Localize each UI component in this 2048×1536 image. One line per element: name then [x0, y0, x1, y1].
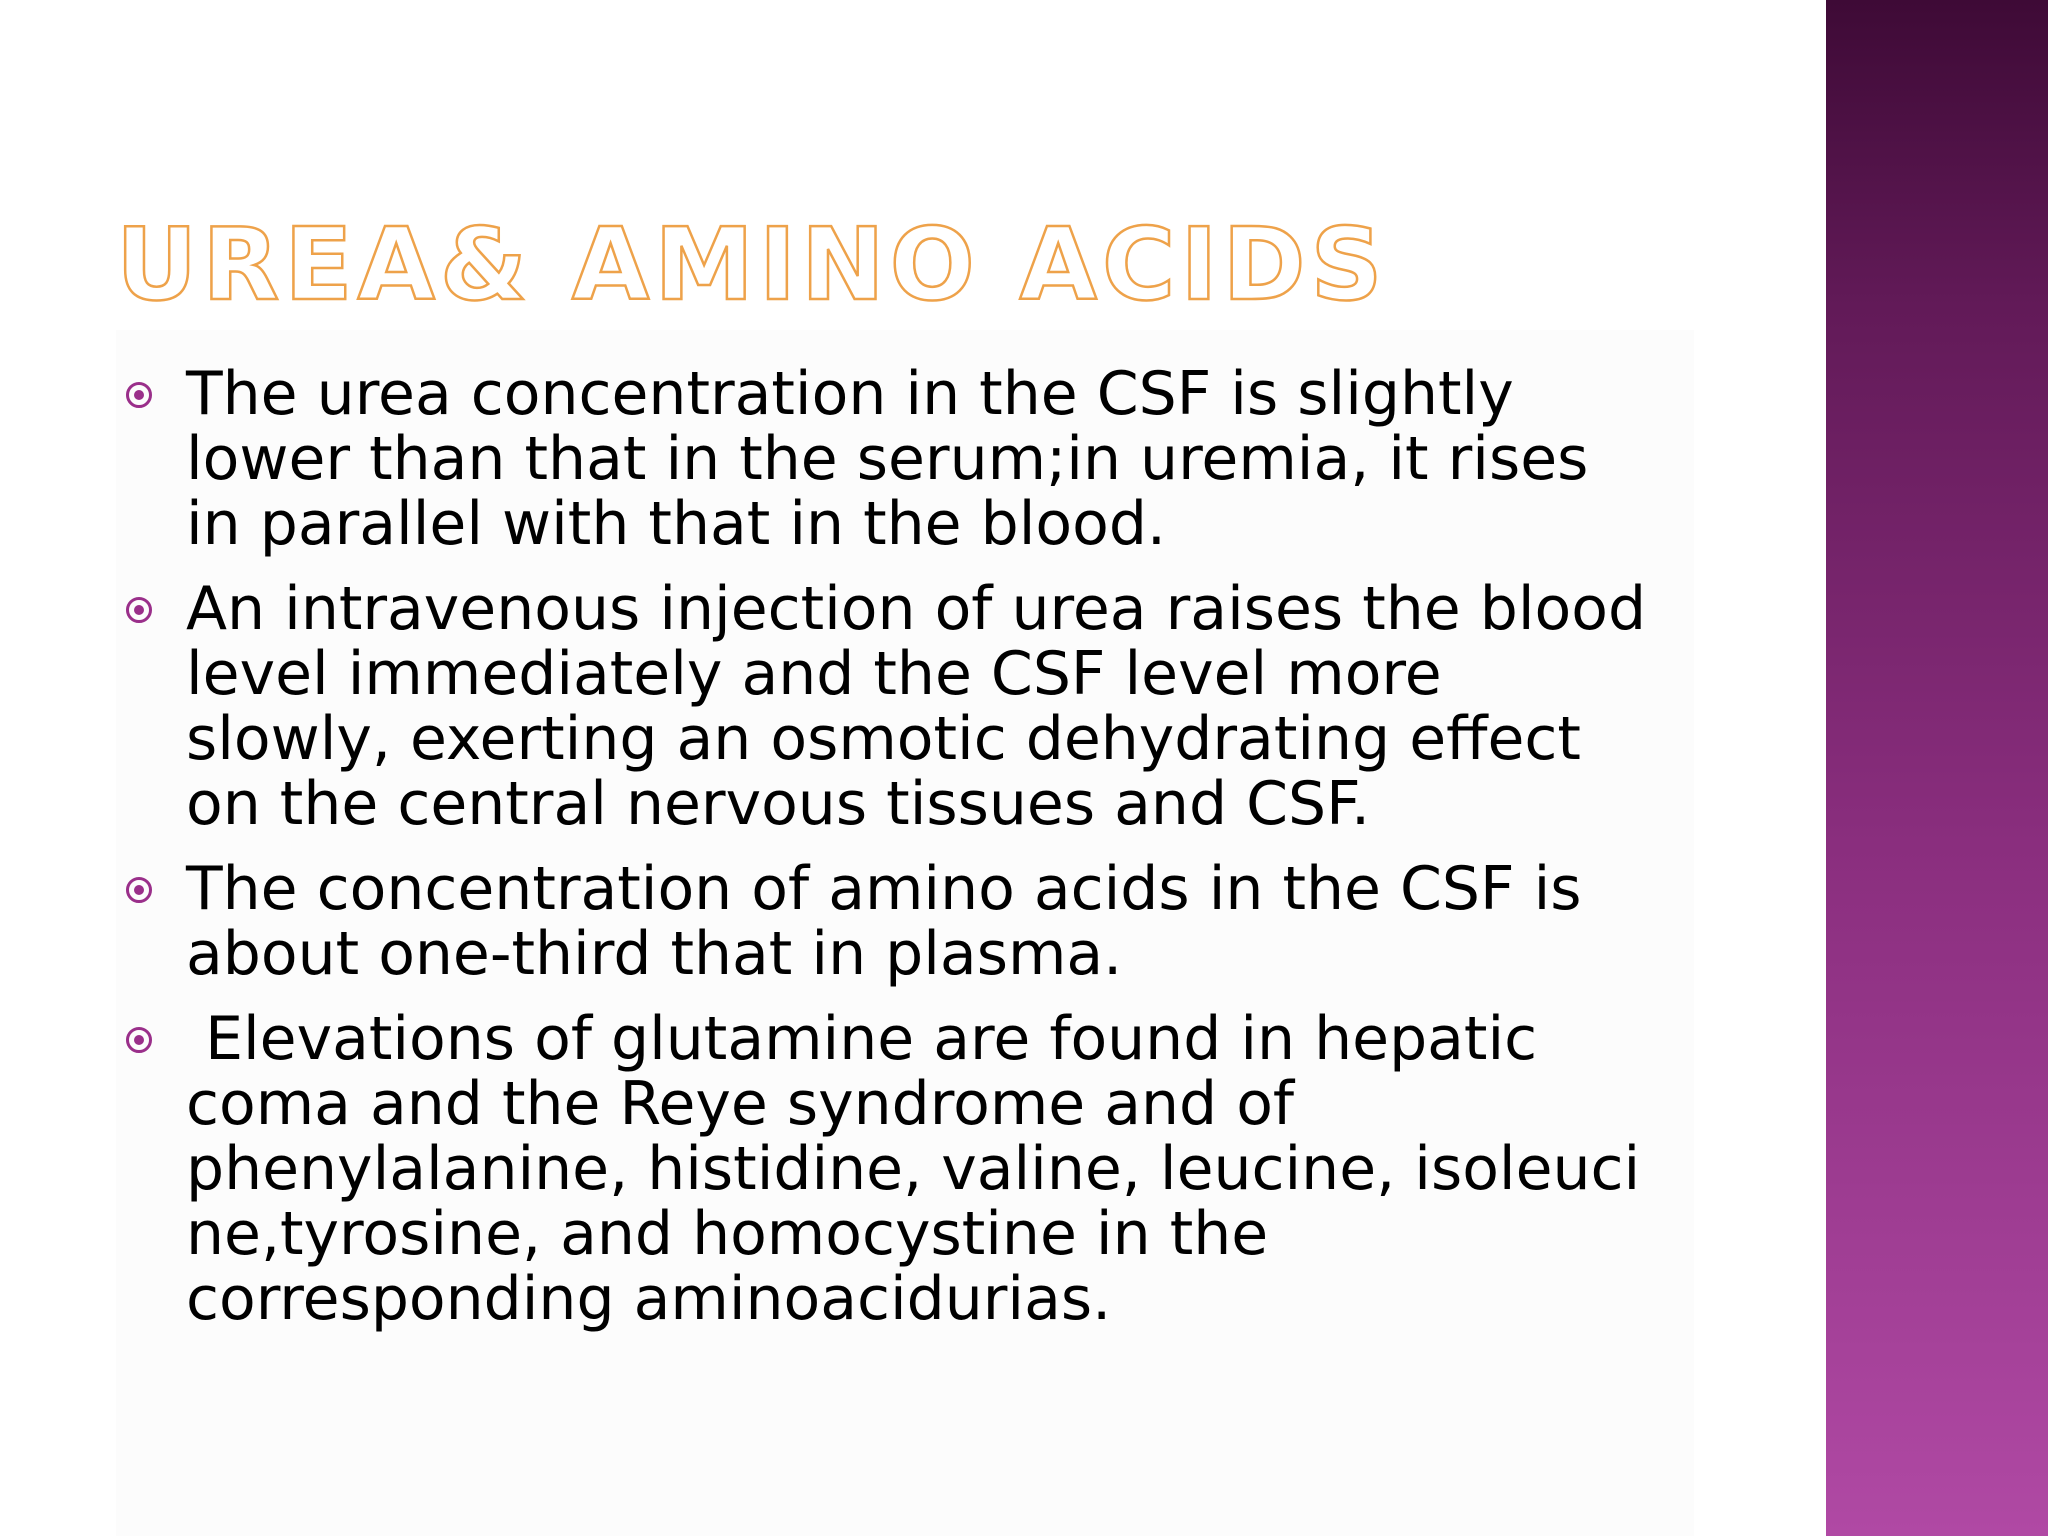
circled-dot-bullet-icon: [126, 597, 152, 623]
circled-dot-bullet-icon: [126, 1027, 152, 1053]
bullet-item-4: [116, 1004, 1706, 1334]
bullet-4-line-2: coma and the Reye syndrome and of: [186, 1069, 1295, 1139]
bullet-3-line-2: about one-third that in plasma.: [186, 919, 1123, 989]
bullet-list: [116, 359, 1706, 1352]
bullet-4-line-4: ne,tyrosine, and homocystine in the: [186, 1199, 1269, 1269]
decorative-side-band: [1826, 0, 2048, 1536]
bullet-2-line-4: on the central nervous tissues and CSF.: [186, 769, 1371, 839]
circled-dot-bullet-icon: [126, 877, 152, 903]
bullet-2-line-2: level immediately and the CSF level more: [186, 639, 1442, 709]
bullet-4-line-5: corresponding aminoacidurias.: [186, 1264, 1112, 1334]
bullet-3-line-1: The concentration of amino acids in the CSF is: [186, 854, 1582, 924]
bullet-item-2: [116, 574, 1706, 839]
bullet-4-line-1: Elevations of glutamine are found in hepatic: [186, 1004, 1538, 1074]
slide-title: UREA& AMINO ACIDS: [116, 206, 1388, 323]
bullet-item-3: [116, 854, 1706, 989]
bullet-4-line-3: phenylalanine, histidine, valine, leucine, isoleuci: [186, 1134, 1641, 1204]
bullet-1-line-1: The urea concentration in the CSF is slightly: [186, 359, 1514, 429]
circled-dot-bullet-icon: [126, 382, 152, 408]
bullet-1-line-2: lower than that in the serum;in uremia, it rises: [186, 424, 1589, 494]
bullet-1-line-3: in parallel with that in the blood.: [186, 489, 1166, 559]
bullet-2-line-1: An intravenous injection of urea raises the blood: [186, 574, 1647, 644]
bullet-item-1: [116, 359, 1706, 559]
bullet-2-line-3: slowly, exerting an osmotic dehydrating effect: [186, 704, 1581, 774]
